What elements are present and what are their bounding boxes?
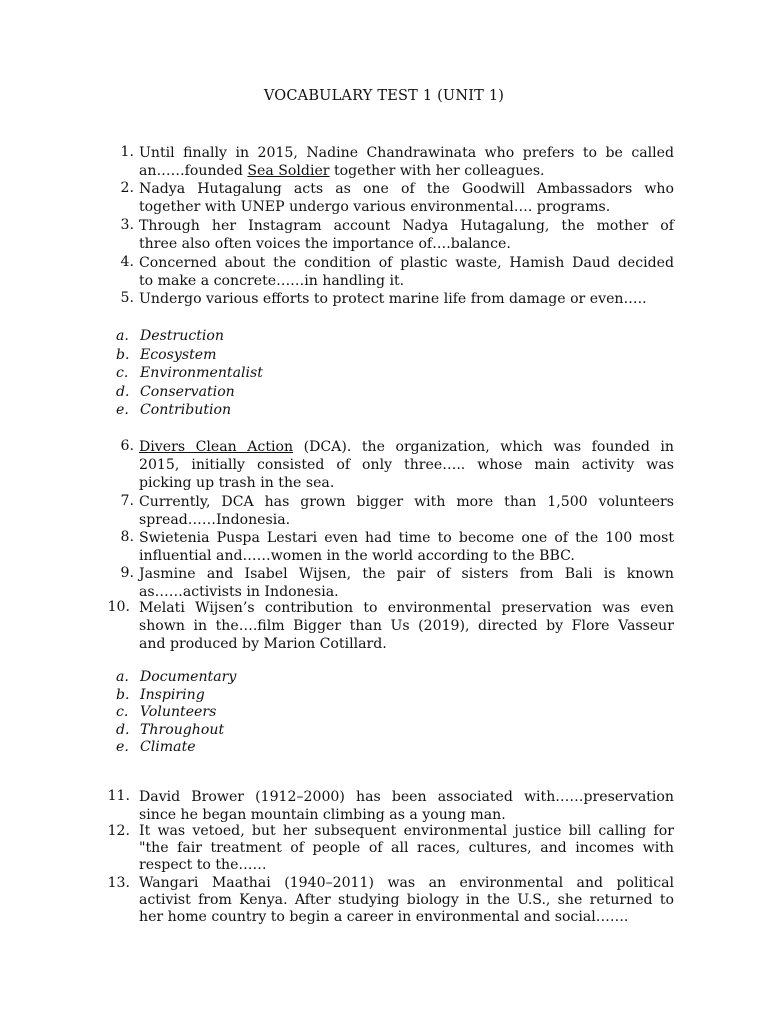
question-line: picking up trash in the sea. xyxy=(139,475,335,491)
question-item xyxy=(0,529,768,565)
question-line: Wangari Maathai (1940–2011) was an environmental and political xyxy=(139,874,674,891)
text-span: together with her colleagues. xyxy=(329,163,545,179)
option-letter: b. xyxy=(116,346,130,363)
question-number: 4. xyxy=(120,253,134,270)
question-text xyxy=(139,823,674,874)
option-item xyxy=(0,327,768,346)
option-text: Contribution xyxy=(140,402,232,418)
question-text xyxy=(139,180,674,216)
question-line: together with UNEP undergo various environmental…. programs. xyxy=(139,199,611,215)
question-number: 11. xyxy=(107,788,130,804)
question-text xyxy=(139,875,674,927)
question-line: respect to the…… xyxy=(139,857,267,873)
option-text: Inspiring xyxy=(140,686,205,703)
question-line: three also often voices the importance of….balance. xyxy=(139,235,511,252)
question-text xyxy=(139,290,674,308)
question-number: 9. xyxy=(120,564,134,581)
question-text xyxy=(139,599,674,653)
option-letter: a. xyxy=(116,669,129,685)
question-item xyxy=(0,180,768,217)
question-list-2 xyxy=(0,438,768,653)
question-text xyxy=(139,144,674,180)
question-number: 2. xyxy=(120,180,134,196)
question-item xyxy=(0,493,768,529)
option-letter: a. xyxy=(116,328,129,344)
option-text: Climate xyxy=(140,739,196,755)
question-text xyxy=(139,493,674,529)
option-item xyxy=(0,346,768,365)
question-list-3 xyxy=(0,788,768,927)
question-item xyxy=(0,788,768,823)
question-line: Swietenia Puspa Lestari even had time to become one of the 100 most xyxy=(139,530,674,546)
question-line: Jasmine and Isabel Wijsen, the pair of sisters from Bali is known xyxy=(139,565,674,582)
question-line: Concerned about the condition of plastic waste, Hamish Daud decided xyxy=(139,254,674,271)
question-line: It was vetoed, but her subsequent environmental justice bill calling for xyxy=(139,823,674,839)
question-number: 12. xyxy=(107,823,130,839)
text-span: an……founded xyxy=(139,163,248,179)
option-item xyxy=(0,668,768,686)
option-item xyxy=(0,738,768,756)
question-number: 13. xyxy=(107,874,130,891)
question-number: 6. xyxy=(120,438,134,454)
question-line: spread……Indonesia. xyxy=(139,512,291,528)
question-number: 3. xyxy=(120,216,134,233)
question-line: 2015, initially consisted of only three….. whose main activity was xyxy=(139,457,674,473)
option-text: Ecosystem xyxy=(140,346,217,363)
question-line: as……activists in Indonesia. xyxy=(139,583,339,600)
question-text xyxy=(139,565,674,601)
option-item xyxy=(0,383,768,402)
question-line: shown in the….film Bigger than Us (2019), directed by Flore Vasseur xyxy=(139,617,674,634)
option-text: Environmentalist xyxy=(140,365,263,381)
question-number: 7. xyxy=(120,493,134,509)
question-number: 1. xyxy=(120,144,134,160)
question-line: and produced by Marion Cotillard. xyxy=(139,635,387,652)
question-line: influential and……women in the world according to the BBC. xyxy=(139,548,575,564)
option-letter: e. xyxy=(116,402,129,418)
question-item xyxy=(0,254,768,291)
question-line: Until finally in 2015, Nadine Chandrawinata who prefers to be called xyxy=(139,145,674,161)
question-item xyxy=(0,599,768,653)
question-item xyxy=(0,875,768,927)
question-line: since he began mountain climbing as a young man. xyxy=(139,807,506,823)
question-number: 10. xyxy=(107,598,130,615)
option-item xyxy=(0,401,768,420)
question-line: David Brower (1912–2000) has been associated with……preservation xyxy=(139,789,674,805)
question-line: activist from Kenya. After studying biology in the U.S., she returned to xyxy=(139,891,674,908)
question-text xyxy=(139,217,674,253)
option-list-1 xyxy=(0,327,768,420)
question-line: to make a concrete……in handling it. xyxy=(139,272,405,289)
option-letter: d. xyxy=(116,721,130,738)
question-list-1 xyxy=(0,144,768,308)
page-title: VOCABULARY TEST 1 (UNIT 1) xyxy=(263,88,505,104)
question-line xyxy=(139,438,674,456)
question-item xyxy=(0,290,768,308)
question-line: Currently, DCA has grown bigger with more than 1,500 volunteers xyxy=(139,494,674,510)
option-item xyxy=(0,364,768,383)
question-text xyxy=(139,788,674,824)
option-letter: d. xyxy=(116,383,130,400)
option-list-2 xyxy=(0,668,768,756)
underlined-term-divers-clean-action: Divers Clean Action xyxy=(139,439,294,455)
option-letter: b. xyxy=(116,686,130,703)
option-text: Throughout xyxy=(140,721,225,738)
option-text: Destruction xyxy=(140,328,224,344)
question-item xyxy=(0,438,768,493)
option-letter: e. xyxy=(116,739,129,755)
question-line: her home country to begin a career in environmental and social……. xyxy=(139,909,629,926)
question-line: "the fair treatment of people of all races, cultures, and incomes with xyxy=(139,840,674,856)
question-line: Undergo various efforts to protect marine life from damage or even….. xyxy=(139,291,647,307)
question-text xyxy=(139,438,674,492)
question-line xyxy=(139,162,674,180)
question-line: Through her Instagram account Nadya Hutagalung, the mother of xyxy=(139,217,674,234)
question-item xyxy=(0,565,768,599)
option-item xyxy=(0,703,768,721)
option-item xyxy=(0,721,768,739)
option-letter: c. xyxy=(116,704,129,720)
question-line: Melati Wijsen’s contribution to environmental preservation was even xyxy=(139,599,674,616)
question-item xyxy=(0,144,768,180)
question-number: 5. xyxy=(120,290,134,306)
question-item xyxy=(0,217,768,254)
option-text: Documentary xyxy=(140,669,237,685)
text-span: (DCA). the organization, which was founded in xyxy=(293,439,674,455)
question-text xyxy=(139,254,674,290)
question-text xyxy=(139,529,674,565)
option-item xyxy=(0,686,768,704)
option-letter: c. xyxy=(116,365,129,381)
question-line: Nadya Hutagalung acts as one of the Goodwill Ambassadors who xyxy=(139,181,674,197)
question-item xyxy=(0,823,768,875)
option-text: Conservation xyxy=(140,383,235,400)
underlined-term-sea-soldier: Sea Soldier xyxy=(247,163,330,179)
option-text: Volunteers xyxy=(140,704,217,720)
question-number: 8. xyxy=(120,529,134,545)
